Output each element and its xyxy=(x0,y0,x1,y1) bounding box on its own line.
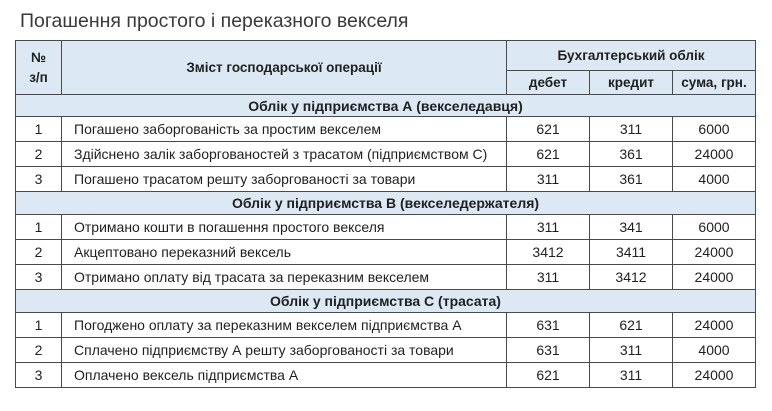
row-number: 1 xyxy=(16,117,62,142)
header-row-top xyxy=(16,41,756,71)
row-credit: 341 xyxy=(590,215,673,240)
row-number: 3 xyxy=(16,363,62,388)
section-title: Облік у підприємства А (векселедавця) xyxy=(16,95,756,117)
row-description: Отримано кошти в погашення простого векселя xyxy=(62,215,507,240)
row-sum: 4000 xyxy=(673,338,756,363)
column-header-description: Зміст господарської операції xyxy=(62,41,507,95)
column-header-debit: дебет xyxy=(507,71,590,95)
table-row xyxy=(16,142,756,167)
table-row xyxy=(16,117,756,142)
row-debit: 621 xyxy=(507,363,590,388)
row-debit: 621 xyxy=(507,117,590,142)
row-sum: 24000 xyxy=(673,265,756,290)
row-credit: 361 xyxy=(590,167,673,192)
row-number: 2 xyxy=(16,338,62,363)
table-row xyxy=(16,265,756,290)
row-credit: 311 xyxy=(590,363,673,388)
section-header-a xyxy=(16,95,756,117)
row-number: 2 xyxy=(16,240,62,265)
row-description: Отримано оплату від трасата за переказним векселем xyxy=(62,265,507,290)
page-title: Погашення простого і переказного векселя xyxy=(20,10,409,32)
row-description: Погашено трасатом решту заборгованості за товари xyxy=(62,167,507,192)
column-header-sum: сума, грн. xyxy=(673,71,756,95)
row-sum: 4000 xyxy=(673,167,756,192)
row-credit: 311 xyxy=(590,117,673,142)
row-number: 2 xyxy=(16,142,62,167)
row-number: 3 xyxy=(16,167,62,192)
row-number: 1 xyxy=(16,313,62,338)
column-header-number-bottom: з/п xyxy=(29,69,48,85)
table-row xyxy=(16,215,756,240)
row-debit: 631 xyxy=(507,313,590,338)
table-row xyxy=(16,313,756,338)
row-description: Оплачено вексель підприємства А xyxy=(62,363,507,388)
table-row xyxy=(16,363,756,388)
row-debit: 621 xyxy=(507,142,590,167)
row-number: 1 xyxy=(16,215,62,240)
section-header-c xyxy=(16,290,756,313)
row-debit: 311 xyxy=(507,215,590,240)
row-credit: 3412 xyxy=(590,265,673,290)
row-description: Сплачено підприємству А решту заборгованості за товари xyxy=(62,338,507,363)
row-debit: 631 xyxy=(507,338,590,363)
row-sum: 24000 xyxy=(673,313,756,338)
row-credit: 361 xyxy=(590,142,673,167)
row-description: Погоджено оплату за переказним векселем підприємства А xyxy=(62,313,507,338)
row-credit: 311 xyxy=(590,338,673,363)
table-row xyxy=(16,338,756,363)
column-header-credit: кредит xyxy=(590,71,673,95)
column-group-accounting: Бухгалтерський облік xyxy=(507,41,756,71)
column-header-number-top: № xyxy=(30,50,47,65)
section-title: Облік у підприємства В (векселедержателя) xyxy=(16,192,756,215)
row-description: Здійснено залік заборгованостей з трасатом (підприємством С) xyxy=(62,142,507,167)
row-credit: 621 xyxy=(590,313,673,338)
row-credit: 3411 xyxy=(590,240,673,265)
section-header-b xyxy=(16,192,756,215)
row-sum: 24000 xyxy=(673,142,756,167)
row-sum: 6000 xyxy=(673,215,756,240)
row-description: Акцептовано переказний вексель xyxy=(62,240,507,265)
operations-table xyxy=(15,40,756,388)
table-row xyxy=(16,167,756,192)
table-row xyxy=(16,240,756,265)
row-description: Погашено заборгованість за простим векселем xyxy=(62,117,507,142)
row-number: 3 xyxy=(16,265,62,290)
column-header-number xyxy=(16,41,62,95)
row-debit: 311 xyxy=(507,167,590,192)
row-debit: 311 xyxy=(507,265,590,290)
section-title: Облік у підприємства С (трасата) xyxy=(16,290,756,313)
row-sum: 24000 xyxy=(673,240,756,265)
row-sum: 6000 xyxy=(673,117,756,142)
row-sum: 24000 xyxy=(673,363,756,388)
row-debit: 3412 xyxy=(507,240,590,265)
